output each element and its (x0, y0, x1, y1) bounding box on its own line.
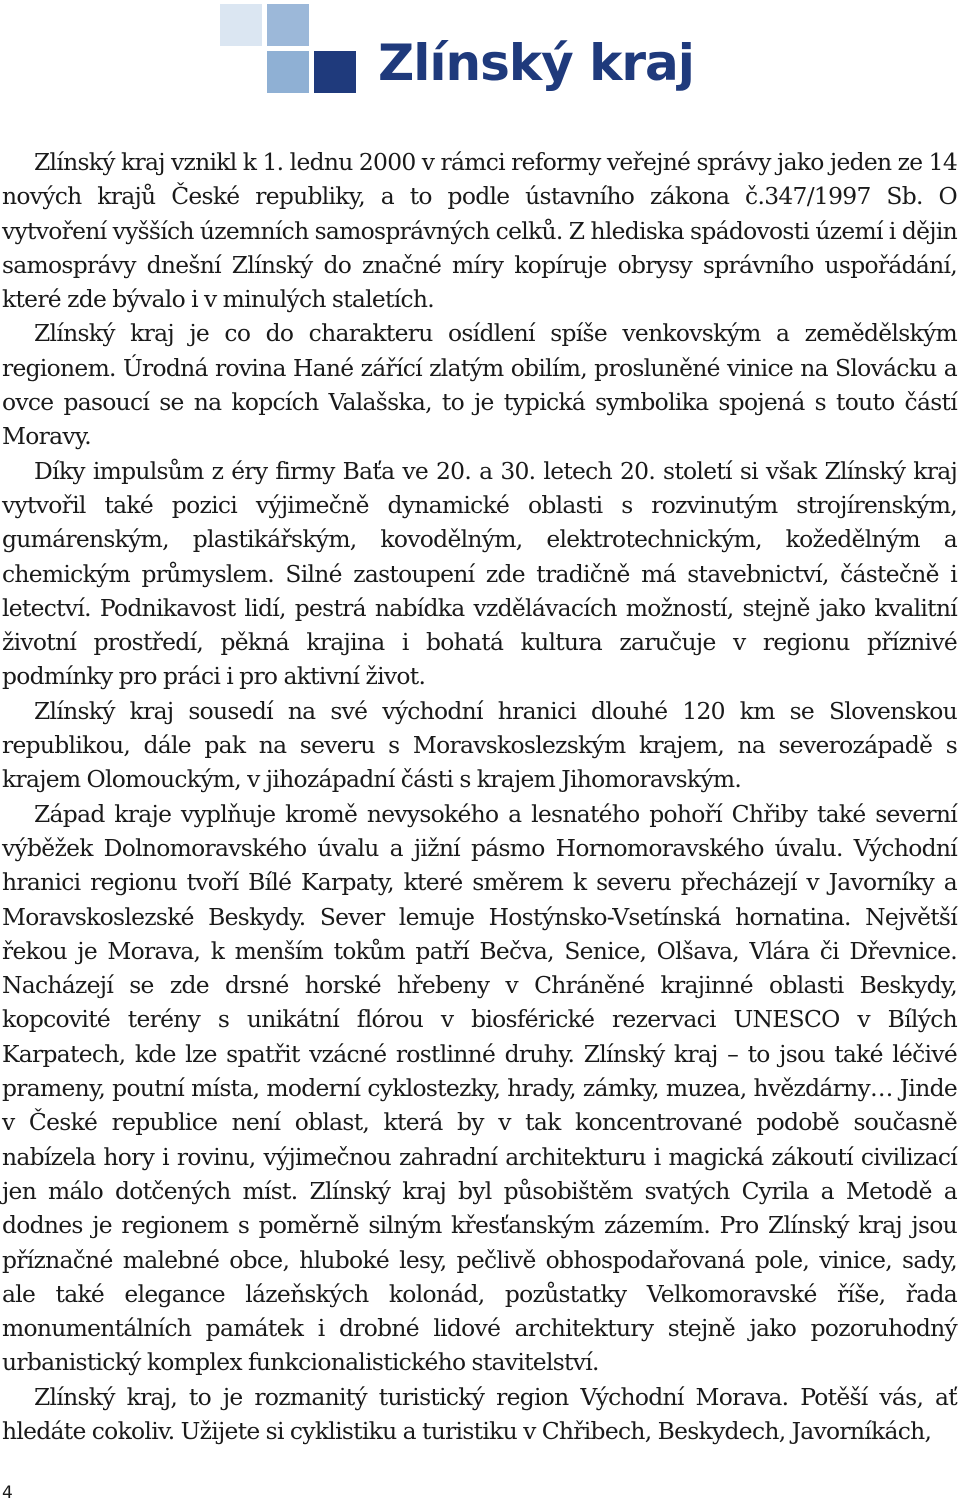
region-logo (220, 4, 694, 114)
logo-square-dark (314, 51, 356, 93)
page-number: 4 (2, 1483, 13, 1503)
paragraph-3: Díky impulsům z éry firmy Baťa ve 20. a 30. letech 20. století si však Zlínský kraj vytvořil také pozici výjimečně dynamické oblasti s rozvinutým strojírenským, gumárenským, plastikářským, kovodělným, elektrotechnickým, kožedělným a chemickým průmyslem. Silné zastoupení zde tradičně má stavebnictví, částečně i letectví. Podnikavost lidí, pestrá nabídka vzdělávacích možností, stejně jako kvalitní životní prostředí, pěkná krajina i bohatá kultura zaručuje v regionu příznivé podmínky pro práci i pro aktivní život. (2, 456, 957, 691)
logo-square-light (220, 4, 262, 46)
paragraph-5: Západ kraje vyplňuje kromě nevysokého a lesnatého pohoří Chřiby také severní výběžek Dolnomoravského úvalu a jižní pásmo Hornomoravského úvalu. Východní hranici regionu tvoří Bílé Karpaty, které směrem k severu přecházejí v Javorníky a Moravskoslezské Beskydy. Sever lemuje Hostýnsko-Vsetínská hornatina. Největší řekou je Morava, k menším tokům patří Bečva, Senice, Olšava, Vlára či Dřevnice. Nacházejí se zde drsné horské hřebeny v Chráněné krajinné oblasti Beskydy, kopcovité terény s unikátní flórou v biosférické rezervaci UNESCO v Bílých Karpatech, kde lze spatřit vzácné rostlinné druhy. Zlínský kraj – to jsou také léčivé prameny, poutní místa, moderní cyklostezky, hrady, zámky, muzea, hvězdárny… Jinde v České republice není oblast, která by v tak koncentrované podobě současně nabízela hory i rovinu, výjimečnou zahradní architekturu i magická zákoutí civilizací jen málo dotčených míst. Zlínský kraj byl působištěm svatých Cyrila a Metodě a dodnes je regionem s poměrně silným křesťanským zázemím. Pro Zlínský kraj jsou příznačné malebné obce, hluboké lesy, pečlivě obhospodařovaná pole, vinice, sady, ale také elegance lázeňských kolonád, pozůstatky Velkomoravské říše, řada monumentálních památek i drobné lidové architektury stejně jako pozoruhodný urbanistický komplex funkcionalistického stavitelství. (2, 799, 957, 1377)
paragraph-1: Zlínský kraj vznikl k 1. lednu 2000 v rámci reformy veřejné správy jako jeden ze 14 nových krajů České republiky, a to podle ústavního zákona č.347/1997 Sb. O vytvoření vyšších územních samosprávných celků. Z hlediska spádovosti území i dějin samosprávy dnešní Zlínský do značné míry kopíruje obrysy správního uspořádání, které zde bývalo i v minulých staletích. (2, 148, 957, 314)
article-body (2, 145, 957, 1448)
logo-square-mid (267, 4, 309, 46)
paragraph-6: Zlínský kraj, to je rozmanitý turistický region Východní Morava. Potěší vás, ať hledáte cokoliv. Užijete si cyklistiku a turistiku v Chřibech, Beskydech, Javorníkách, (2, 1382, 957, 1445)
paragraph-2: Zlínský kraj je co do charakteru osídlení spíše venkovským a zemědělským regionem. Úrodná rovina Hané zářící zlatým obilím, prosluněné vinice na Slovácku a ovce pasoucí se na kopcích Valašska, to je typická symbolika spojená s touto částí Moravy. (2, 319, 957, 451)
paragraph-4: Zlínský kraj sousedí na své východní hranici dlouhé 120 km se Slovenskou republikou, dále pak na severu s Moravskoslezským krajem, na severozápadě s krajem Olomouckým, v jihozápadní části s krajem Jihomoravským. (2, 696, 957, 794)
logo-square-mid-lower (267, 51, 309, 93)
logo-text: Zlínský kraj (378, 34, 694, 92)
